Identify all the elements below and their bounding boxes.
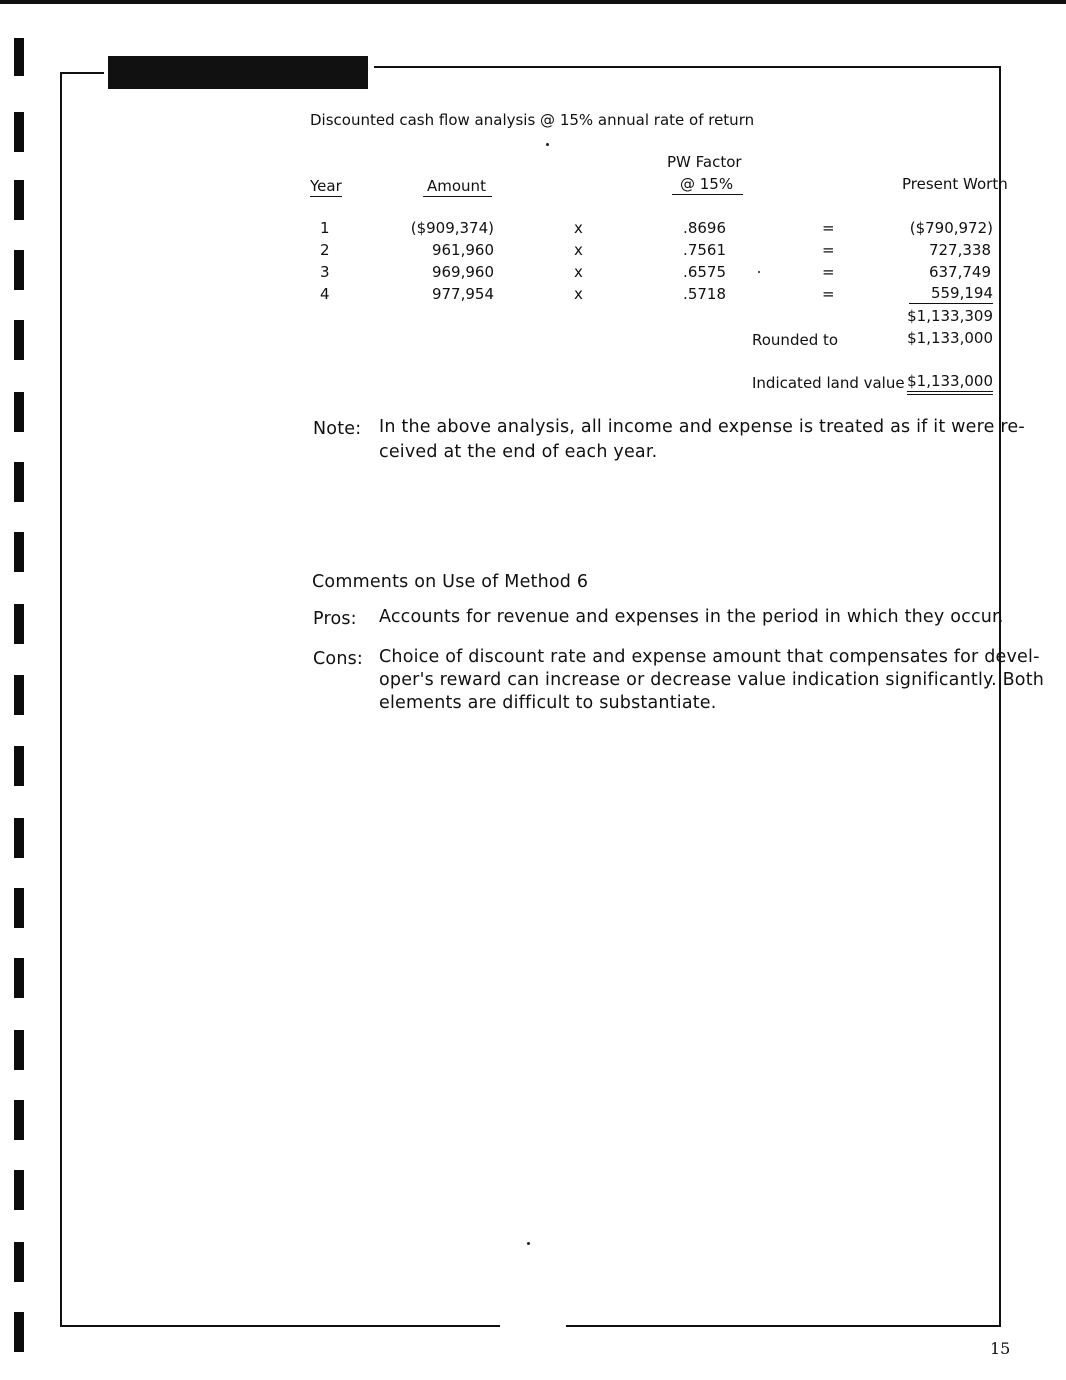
- binder-bar: [14, 320, 24, 360]
- binder-bar: [14, 1242, 24, 1282]
- cons-label: Cons:: [313, 649, 364, 669]
- factor-header-line2: @ 15%: [672, 175, 743, 195]
- comments-heading: Comments on Use of Method 6: [312, 572, 589, 592]
- row-year: 4: [320, 285, 330, 303]
- row-factor: .6575: [683, 263, 726, 281]
- total-present-worth: $1,133,309: [907, 307, 993, 325]
- rounded-value: $1,133,000: [907, 329, 993, 347]
- scan-speck: [527, 1242, 530, 1245]
- frame-top-right: [374, 66, 1000, 68]
- page-number: 15: [990, 1339, 1011, 1358]
- row-present-worth: ($790,972): [909, 219, 993, 237]
- row-factor: .8696: [683, 219, 726, 237]
- binder-bar: [14, 250, 24, 290]
- note-line-2: ceived at the end of each year.: [379, 442, 658, 462]
- row-amount: ($909,374): [410, 219, 494, 237]
- binder-bar: [14, 746, 24, 786]
- binder-bar: [14, 958, 24, 998]
- row-present-worth: 637,749: [928, 263, 991, 281]
- page-top-edge: [0, 0, 1066, 4]
- row-amount: 961,960: [431, 241, 494, 259]
- frame-left: [60, 72, 62, 1326]
- row-factor: .5718: [683, 285, 726, 303]
- row-year: 2: [320, 241, 330, 259]
- cons-line-2: oper's reward can increase or decrease value indication significantly. Both: [379, 670, 1045, 690]
- row-factor: .7561: [683, 241, 726, 259]
- binder-bar: [14, 675, 24, 715]
- row-times: x: [574, 241, 583, 259]
- analysis-title: Discounted cash flow analysis @ 15% annual rate of return: [310, 111, 755, 129]
- row-amount: 977,954: [431, 285, 494, 303]
- row-equals: =: [822, 241, 835, 259]
- note-line-1: In the above analysis, all income and expense is treated as if it were re-: [379, 417, 1025, 437]
- binder-bar: [14, 1100, 24, 1140]
- binder-bar: [14, 888, 24, 928]
- scan-speck: [758, 271, 760, 273]
- binder-bar: [14, 1312, 24, 1352]
- binder-bar: [14, 112, 24, 152]
- note-label: Note:: [313, 419, 362, 439]
- binder-bar: [14, 38, 24, 76]
- row-times: x: [574, 219, 583, 237]
- binder-bar: [14, 1170, 24, 1210]
- indicated-value: $1,133,000: [907, 372, 993, 395]
- binder-bar: [14, 1030, 24, 1070]
- present-worth-header: Present Worth: [902, 175, 1008, 193]
- frame-bottom-left: [60, 1325, 500, 1327]
- amount-header: Amount: [423, 177, 492, 197]
- row-year: 3: [320, 263, 330, 281]
- row-equals: =: [822, 219, 835, 237]
- binder-bar: [14, 462, 24, 502]
- cons-line-3: elements are difficult to substantiate.: [379, 693, 717, 713]
- scan-speck: [546, 143, 549, 146]
- row-year: 1: [320, 219, 330, 237]
- factor-header-line1: PW Factor: [667, 153, 742, 171]
- row-present-worth: 559,194: [909, 284, 993, 304]
- binder-bar: [14, 604, 24, 644]
- header-block: [108, 56, 368, 89]
- binder-bar: [14, 818, 24, 858]
- row-amount: 969,960: [431, 263, 494, 281]
- pros-label: Pros:: [313, 609, 357, 629]
- row-equals: =: [822, 263, 835, 281]
- rounded-label: Rounded to: [752, 331, 839, 349]
- row-present-worth: 727,338: [928, 241, 991, 259]
- pros-text: Accounts for revenue and expenses in the period in which they occur.: [379, 607, 1004, 627]
- year-header: Year: [310, 177, 342, 195]
- frame-right: [999, 66, 1001, 1326]
- row-times: x: [574, 285, 583, 303]
- cons-line-1: Choice of discount rate and expense amount that compensates for devel-: [379, 647, 1040, 667]
- binder-bar: [14, 180, 24, 220]
- binder-bar: [14, 392, 24, 432]
- indicated-label: Indicated land value: [752, 374, 905, 392]
- binder-bar: [14, 532, 24, 572]
- frame-bottom-right: [566, 1325, 1001, 1327]
- row-equals: =: [822, 285, 835, 303]
- row-times: x: [574, 263, 583, 281]
- frame-top-left: [60, 72, 104, 74]
